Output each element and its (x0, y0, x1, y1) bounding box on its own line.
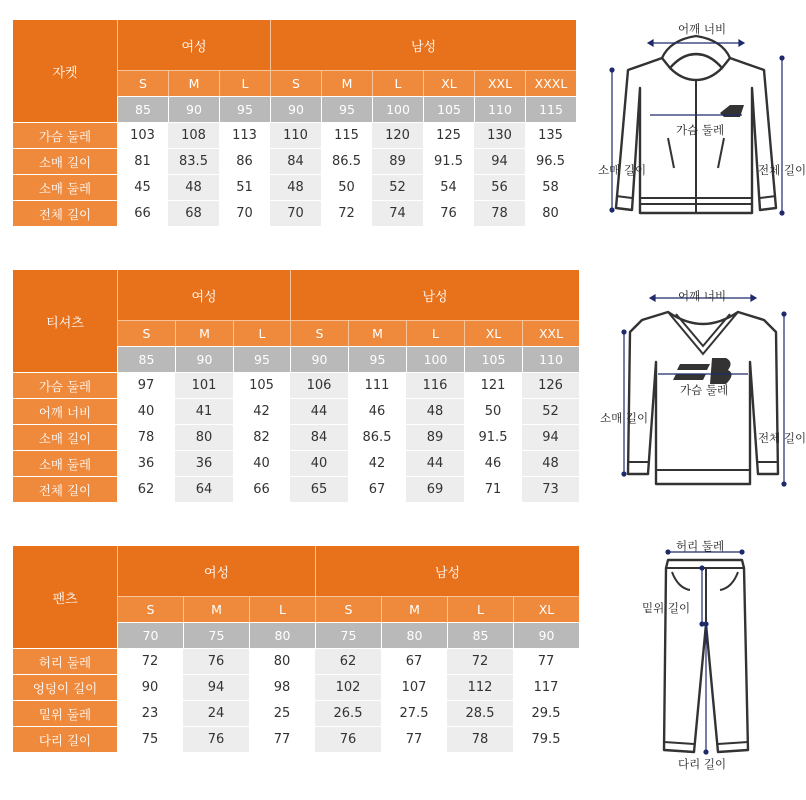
table-row (13, 372, 579, 398)
pants-value-cell: 102 (315, 674, 381, 700)
tshirt-value-cell: 46 (464, 450, 522, 476)
jacket-size-cell: L (372, 70, 423, 96)
tshirt-size-cell: M (348, 320, 406, 346)
jacket-size-cell: S (270, 70, 321, 96)
pants-value-cell: 112 (447, 674, 513, 700)
jacket-value-cell: 120 (372, 122, 423, 148)
tshirt-value-cell: 64 (175, 476, 233, 502)
jacket-shoulder-label: 어깨 너비 (678, 22, 727, 36)
table-row (13, 424, 579, 450)
jacket-chest-size-cell: 110 (474, 96, 525, 122)
jacket-size-cell: XL (423, 70, 474, 96)
tshirt-size-table (13, 270, 579, 502)
pants-value-cell: 29.5 (513, 700, 579, 726)
jacket-length-label: 전체 길이 (758, 163, 806, 177)
jacket-value-cell: 66 (117, 200, 168, 226)
jacket-women-header: 여성 (117, 20, 270, 70)
tshirt-value-cell: 48 (406, 398, 464, 424)
tshirt-chest-size-cell: 100 (406, 346, 464, 372)
tshirt-chest-size-cell: 85 (117, 346, 175, 372)
jacket-value-cell: 70 (270, 200, 321, 226)
pants-value-cell: 80 (249, 648, 315, 674)
jacket-value-cell: 50 (321, 174, 372, 200)
pants-value-cell: 90 (117, 674, 183, 700)
tshirt-chest-size-cell: 95 (348, 346, 406, 372)
tshirt-value-cell: 42 (233, 398, 290, 424)
tshirt-men-header: 남성 (290, 270, 579, 320)
pants-value-cell: 98 (249, 674, 315, 700)
tshirt-value-cell: 67 (348, 476, 406, 502)
pants-value-cell: 24 (183, 700, 249, 726)
tshirt-value-cell: 62 (117, 476, 175, 502)
jacket-size-table (13, 20, 576, 226)
jacket-chest-size-cell: 85 (117, 96, 168, 122)
pants-value-cell: 107 (381, 674, 447, 700)
tshirt-value-cell: 40 (290, 450, 348, 476)
tshirt-value-cell: 66 (233, 476, 290, 502)
table-row (13, 700, 579, 726)
jacket-value-cell: 48 (168, 174, 219, 200)
tshirt-size-cell: XXL (522, 320, 579, 346)
pants-value-cell: 27.5 (381, 700, 447, 726)
tshirt-value-cell: 36 (117, 450, 175, 476)
pants-value-cell: 25 (249, 700, 315, 726)
pants-size-cell: L (447, 596, 513, 622)
pants-value-cell: 78 (447, 726, 513, 752)
jacket-chest-size-cell: 95 (321, 96, 372, 122)
pants-value-cell: 26.5 (315, 700, 381, 726)
jacket-value-cell: 103 (117, 122, 168, 148)
pants-value-cell: 75 (117, 726, 183, 752)
tshirt-size-cell: S (117, 320, 175, 346)
pants-women-header: 여성 (117, 546, 315, 596)
jacket-value-cell: 48 (270, 174, 321, 200)
pants-size-cell: M (183, 596, 249, 622)
jacket-value-cell: 125 (423, 122, 474, 148)
table-row (13, 648, 579, 674)
table-row (13, 174, 576, 200)
jacket-value-cell: 84 (270, 148, 321, 174)
tshirt-row-label: 어깨 너비 (13, 398, 117, 424)
jacket-value-cell: 83.5 (168, 148, 219, 174)
jacket-row-label: 소매 길이 (13, 148, 117, 174)
pants-chest-size-cell: 85 (447, 622, 513, 648)
tshirt-size-cell: XL (464, 320, 522, 346)
tshirt-value-cell: 105 (233, 372, 290, 398)
jacket-size-cell: M (168, 70, 219, 96)
tshirt-value-cell: 46 (348, 398, 406, 424)
pants-chest-size-cell: 75 (183, 622, 249, 648)
tshirt-value-cell: 78 (117, 424, 175, 450)
jacket-category-label: 자켓 (13, 20, 117, 122)
tshirt-value-cell: 111 (348, 372, 406, 398)
pants-value-cell: 62 (315, 648, 381, 674)
tshirt-value-cell: 71 (464, 476, 522, 502)
tshirt-value-cell: 52 (522, 398, 579, 424)
jacket-value-cell: 76 (423, 200, 474, 226)
tshirt-value-cell: 44 (290, 398, 348, 424)
tshirt-value-cell: 41 (175, 398, 233, 424)
table-row (13, 450, 579, 476)
tshirt-sleeve-label: 소매 길이 (600, 411, 649, 425)
pants-size-table (13, 546, 579, 752)
jacket-value-cell: 45 (117, 174, 168, 200)
jacket-size-cell: M (321, 70, 372, 96)
pants-size-cell: S (117, 596, 183, 622)
jacket-value-cell: 113 (219, 122, 270, 148)
jacket-men-header: 남성 (270, 20, 576, 70)
jacket-value-cell: 80 (525, 200, 576, 226)
jacket-value-cell: 74 (372, 200, 423, 226)
tshirt-chest-size-cell: 105 (464, 346, 522, 372)
jacket-value-cell: 72 (321, 200, 372, 226)
pants-size-cell: XL (513, 596, 579, 622)
pants-row-label: 밑위 둘레 (13, 700, 117, 726)
pants-value-cell: 76 (183, 648, 249, 674)
pants-value-cell: 77 (249, 726, 315, 752)
tshirt-value-cell: 50 (464, 398, 522, 424)
jacket-value-cell: 89 (372, 148, 423, 174)
tshirt-value-cell: 106 (290, 372, 348, 398)
tshirt-value-cell: 48 (522, 450, 579, 476)
jacket-chest-size-cell: 90 (168, 96, 219, 122)
table-row (13, 398, 579, 424)
tshirt-size-cell: S (290, 320, 348, 346)
tshirt-value-cell: 89 (406, 424, 464, 450)
tshirt-value-cell: 91.5 (464, 424, 522, 450)
jacket-value-cell: 52 (372, 174, 423, 200)
tshirt-row-label: 소매 둘레 (13, 450, 117, 476)
jacket-size-cell: XXL (474, 70, 525, 96)
jacket-size-cell: L (219, 70, 270, 96)
tshirt-value-cell: 101 (175, 372, 233, 398)
tshirt-category-label: 티셔츠 (13, 270, 117, 372)
jacket-chest-size-cell: 100 (372, 96, 423, 122)
pants-illustration (632, 538, 800, 778)
jacket-value-cell: 56 (474, 174, 525, 200)
jacket-value-cell: 94 (474, 148, 525, 174)
tshirt-chest-size-cell: 95 (233, 346, 290, 372)
pants-waist-label: 허리 둘레 (676, 539, 725, 553)
pants-size-cell: M (381, 596, 447, 622)
jacket-value-cell: 91.5 (423, 148, 474, 174)
pants-diagram (632, 538, 800, 778)
tshirt-value-cell: 80 (175, 424, 233, 450)
tshirt-value-cell: 94 (522, 424, 579, 450)
tshirt-row-label: 전체 길이 (13, 476, 117, 502)
tshirt-value-cell: 40 (233, 450, 290, 476)
jacket-value-cell: 70 (219, 200, 270, 226)
jacket-value-cell: 115 (321, 122, 372, 148)
jacket-value-cell: 135 (525, 122, 576, 148)
tshirt-length-label: 전체 길이 (758, 431, 806, 445)
jacket-value-cell: 58 (525, 174, 576, 200)
tshirt-value-cell: 82 (233, 424, 290, 450)
jacket-chest-label: 가슴 둘레 (676, 123, 725, 137)
pants-chest-size-cell: 90 (513, 622, 579, 648)
pants-value-cell: 117 (513, 674, 579, 700)
jacket-value-cell: 130 (474, 122, 525, 148)
jacket-value-cell: 78 (474, 200, 525, 226)
table-row (13, 122, 576, 148)
pants-size-cell: L (249, 596, 315, 622)
tshirt-value-cell: 86.5 (348, 424, 406, 450)
tshirt-shoulder-label: 어깨 너비 (678, 289, 727, 303)
table-row (13, 674, 579, 700)
jacket-diagram (590, 18, 806, 233)
pants-value-cell: 72 (447, 648, 513, 674)
jacket-value-cell: 81 (117, 148, 168, 174)
pants-chest-size-cell: 70 (117, 622, 183, 648)
tshirt-value-cell: 69 (406, 476, 464, 502)
pants-value-cell: 77 (513, 648, 579, 674)
pants-value-cell: 76 (183, 726, 249, 752)
pants-chest-size-cell: 75 (315, 622, 381, 648)
pants-value-cell: 72 (117, 648, 183, 674)
jacket-chest-size-cell: 105 (423, 96, 474, 122)
tshirt-value-cell: 84 (290, 424, 348, 450)
tshirt-value-cell: 40 (117, 398, 175, 424)
tshirt-diagram (590, 284, 806, 494)
jacket-size-cell: XXXL (525, 70, 576, 96)
pants-row-label: 다리 길이 (13, 726, 117, 752)
pants-value-cell: 28.5 (447, 700, 513, 726)
table-row (13, 476, 579, 502)
pants-chest-size-cell: 80 (249, 622, 315, 648)
jacket-size-cell: S (117, 70, 168, 96)
pants-chest-size-cell: 80 (381, 622, 447, 648)
tshirt-chest-size-cell: 90 (175, 346, 233, 372)
jacket-row-label: 소매 둘레 (13, 174, 117, 200)
table-row (13, 148, 576, 174)
jacket-value-cell: 108 (168, 122, 219, 148)
jacket-value-cell: 110 (270, 122, 321, 148)
pants-value-cell: 79.5 (513, 726, 579, 752)
jacket-row-label: 전체 길이 (13, 200, 117, 226)
tshirt-row-label: 소매 길이 (13, 424, 117, 450)
jacket-chest-size-cell: 90 (270, 96, 321, 122)
table-row (13, 200, 576, 226)
jacket-value-cell: 68 (168, 200, 219, 226)
tshirt-size-cell: L (233, 320, 290, 346)
tshirt-value-cell: 65 (290, 476, 348, 502)
jacket-row-label: 가슴 둘레 (13, 122, 117, 148)
tshirt-size-cell: M (175, 320, 233, 346)
tshirt-chest-size-cell: 110 (522, 346, 579, 372)
pants-value-cell: 94 (183, 674, 249, 700)
tshirt-value-cell: 73 (522, 476, 579, 502)
jacket-value-cell: 86 (219, 148, 270, 174)
jacket-chest-size-cell: 95 (219, 96, 270, 122)
jacket-value-cell: 96.5 (525, 148, 576, 174)
jacket-chest-size-cell: 115 (525, 96, 576, 122)
pants-value-cell: 76 (315, 726, 381, 752)
pants-category-label: 팬츠 (13, 546, 117, 648)
tshirt-value-cell: 44 (406, 450, 464, 476)
tshirt-chest-label: 가슴 둘레 (680, 383, 729, 397)
pants-men-header: 남성 (315, 546, 579, 596)
pants-value-cell: 67 (381, 648, 447, 674)
pants-rise-label: 밑위 길이 (642, 601, 691, 615)
tshirt-value-cell: 36 (175, 450, 233, 476)
tshirt-women-header: 여성 (117, 270, 290, 320)
pants-size-cell: S (315, 596, 381, 622)
tshirt-size-cell: L (406, 320, 464, 346)
tshirt-value-cell: 42 (348, 450, 406, 476)
pants-leg-label: 다리 길이 (678, 757, 727, 771)
pants-row-label: 허리 둘레 (13, 648, 117, 674)
pants-value-cell: 23 (117, 700, 183, 726)
tshirt-value-cell: 116 (406, 372, 464, 398)
tshirt-value-cell: 126 (522, 372, 579, 398)
jacket-value-cell: 86.5 (321, 148, 372, 174)
pants-value-cell: 77 (381, 726, 447, 752)
jacket-value-cell: 54 (423, 174, 474, 200)
tshirt-row-label: 가슴 둘레 (13, 372, 117, 398)
table-row (13, 726, 579, 752)
jacket-sleeve-label: 소매 길이 (598, 163, 647, 177)
tshirt-value-cell: 121 (464, 372, 522, 398)
pants-row-label: 엉덩이 길이 (13, 674, 117, 700)
jacket-value-cell: 51 (219, 174, 270, 200)
tshirt-value-cell: 97 (117, 372, 175, 398)
tshirt-chest-size-cell: 90 (290, 346, 348, 372)
